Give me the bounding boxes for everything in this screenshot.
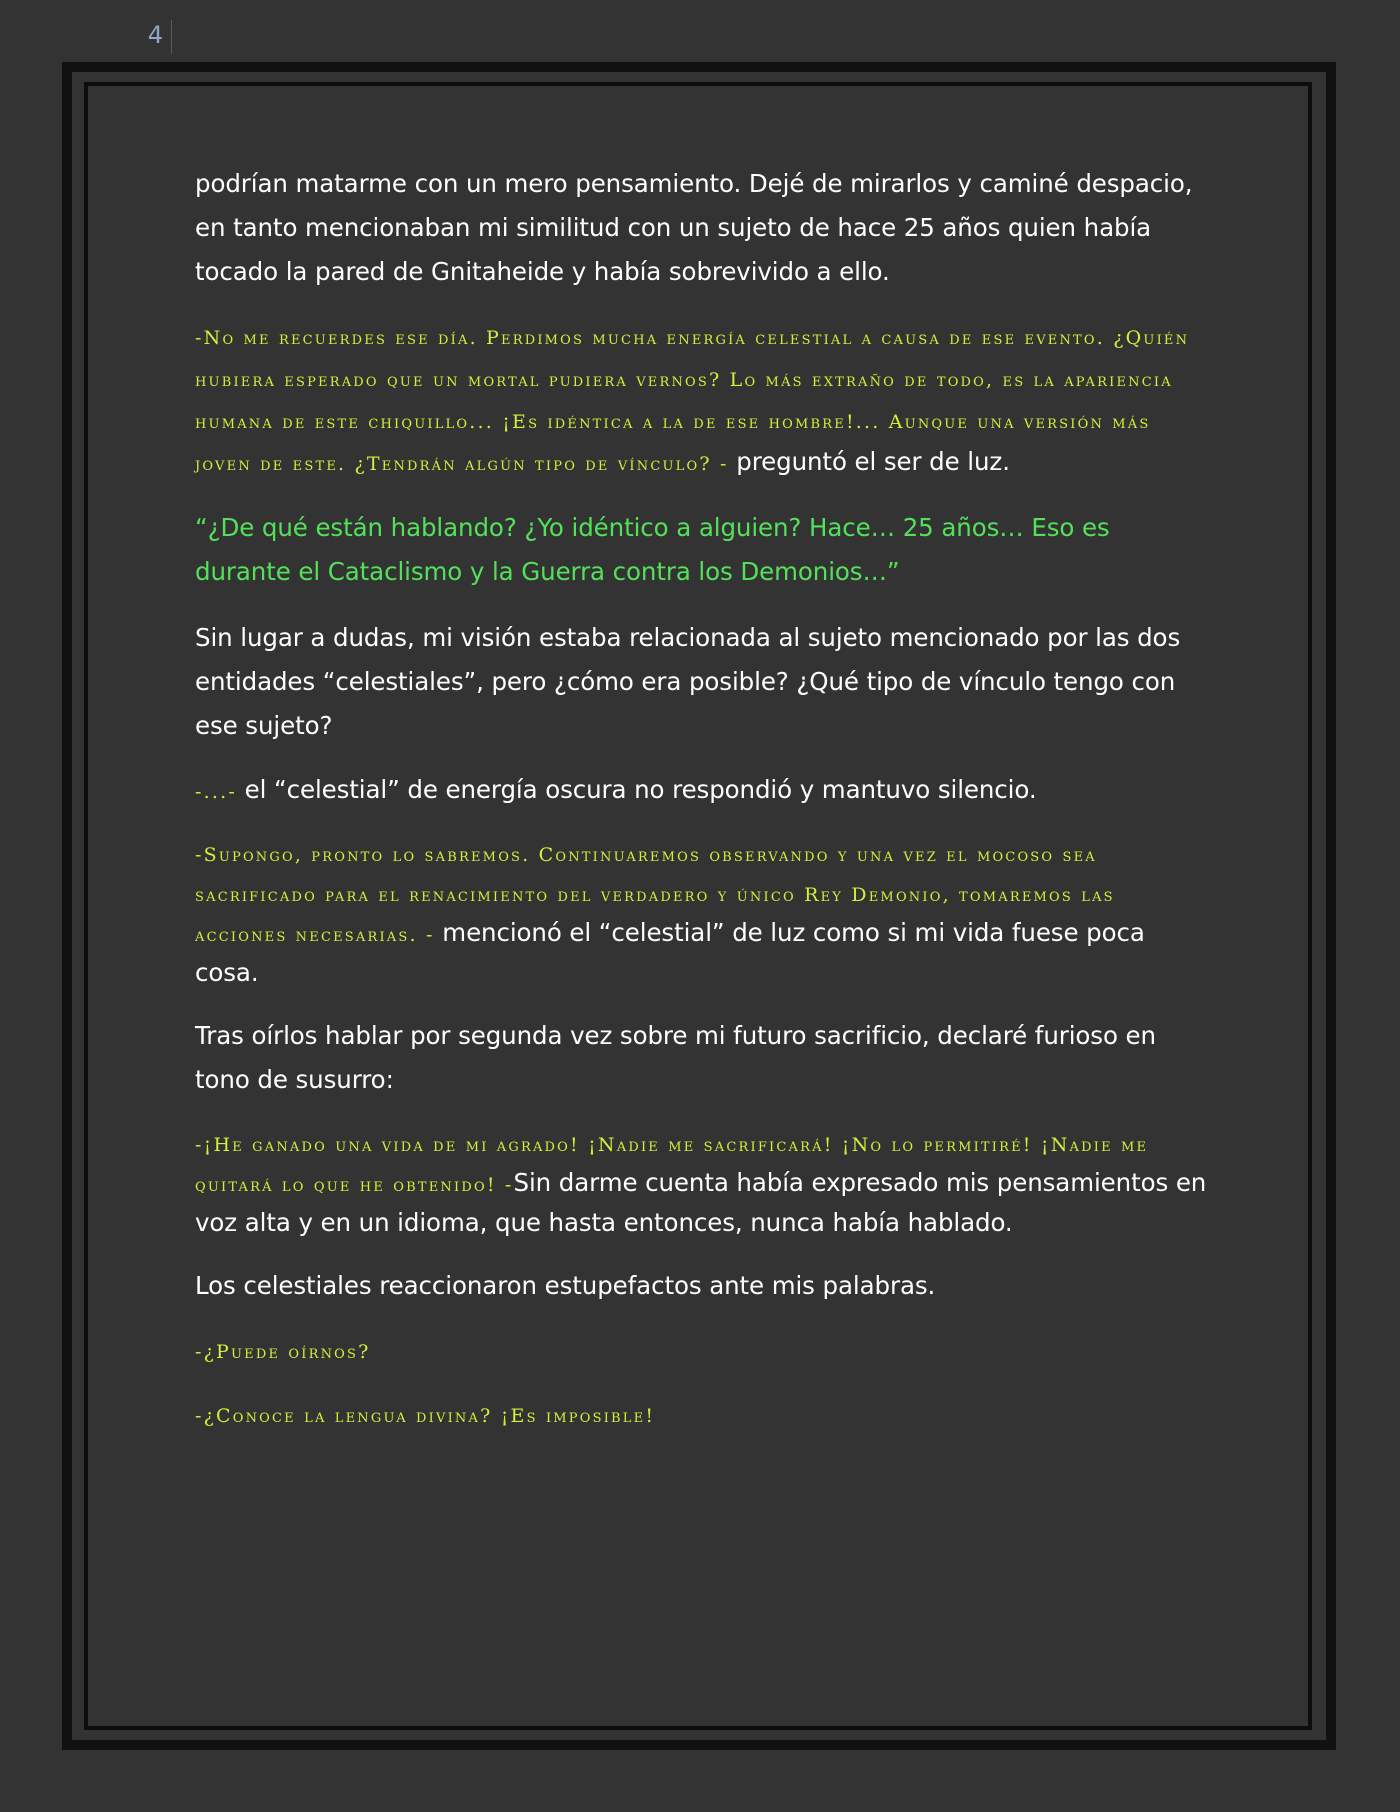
- divine-speech-text: -Supongo, pronto lo sabremos. Continuaremos observando y una vez el mocoso sea sacrificado para el renacimiento del verdadero y único Rey Demonio, tomaremos las acciones necesarias. -: [195, 844, 1115, 946]
- dialog-tag-text: mencionó el “celestial” de luz como si mi vida fuese poca cosa.: [195, 918, 1145, 987]
- paragraph-dialog-celestial-question: [195, 1330, 1210, 1372]
- paragraph-dialog-light-being-2: [195, 834, 1210, 992]
- page-number: 4: [92, 20, 172, 54]
- divine-speech-text: -¿Puede oírnos?: [195, 1341, 371, 1363]
- paragraph-dialog-dark-being: [195, 770, 1210, 812]
- paragraph-narration-3: Tras oírlos hablar por segunda vez sobre mi futuro sacrificio, declaré furioso en tono de susurro:: [195, 1021, 1156, 1094]
- paragraph-narration-2: Sin lugar a dudas, mi visión estaba relacionada al sujeto mencionado por las dos entidades “celestiales”, pero ¿cómo era posible? ¿Qué tipo de vínculo tengo con ese sujeto?: [195, 623, 1181, 740]
- dialog-tag-text: el “celestial” de energía oscura no respondió y mantuvo silencio.: [236, 775, 1037, 804]
- paragraph-inner-thought: “¿De qué están hablando? ¿Yo idéntico a alguien? Hace… 25 años… Eso es durante el Cataclismo y la Guerra contra los Demonios…”: [195, 513, 1110, 586]
- dialog-tag-text: Sin darme cuenta había expresado mis pensamientos en voz alta y en un idioma, que hasta entonces, nunca había hablado.: [195, 1168, 1207, 1237]
- paragraph-dialog-celestial-exclamation: [195, 1394, 1210, 1436]
- divine-speech-text: -...-: [195, 781, 237, 803]
- paragraph-dialog-protagonist: [195, 1124, 1210, 1242]
- dialog-tag-text: preguntó el ser de luz.: [728, 447, 1010, 476]
- divine-speech-text: -No me recuerdes ese día. Perdimos mucha energía celestial a causa de ese evento. ¿Quién hubiera esperado que un mortal pudiera vernos? Lo más extraño de todo, es la apariencia humana de este chiquillo... ¡Es idéntica a la de ese hombre!... Aunque una versión más joven de este. ¿Tendrán algún tipo de vínculo? -: [195, 327, 1190, 475]
- divine-speech-text: -¡He ganado una vida de mi agrado! ¡Nadie me sacrificará! ¡No lo permitiré! ¡Nadie me quitará lo que he obtenido! -: [195, 1134, 1149, 1196]
- paragraph-dialog-light-being: [195, 316, 1210, 484]
- page-body: [195, 162, 1210, 1458]
- divine-speech-text: -¿Conoce la lengua divina? ¡Es imposible!: [195, 1405, 656, 1427]
- paragraph-narration-1: podrían matarme con un mero pensamiento. Dejé de mirarlos y caminé despacio, en tanto mencionaban mi similitud con un sujeto de hace 25 años quien había tocado la pared de Gnitaheide y había sobrevivido a ello.: [195, 169, 1193, 286]
- paragraph-narration-4: Los celestiales reaccionaron estupefactos ante mis palabras.: [195, 1271, 936, 1300]
